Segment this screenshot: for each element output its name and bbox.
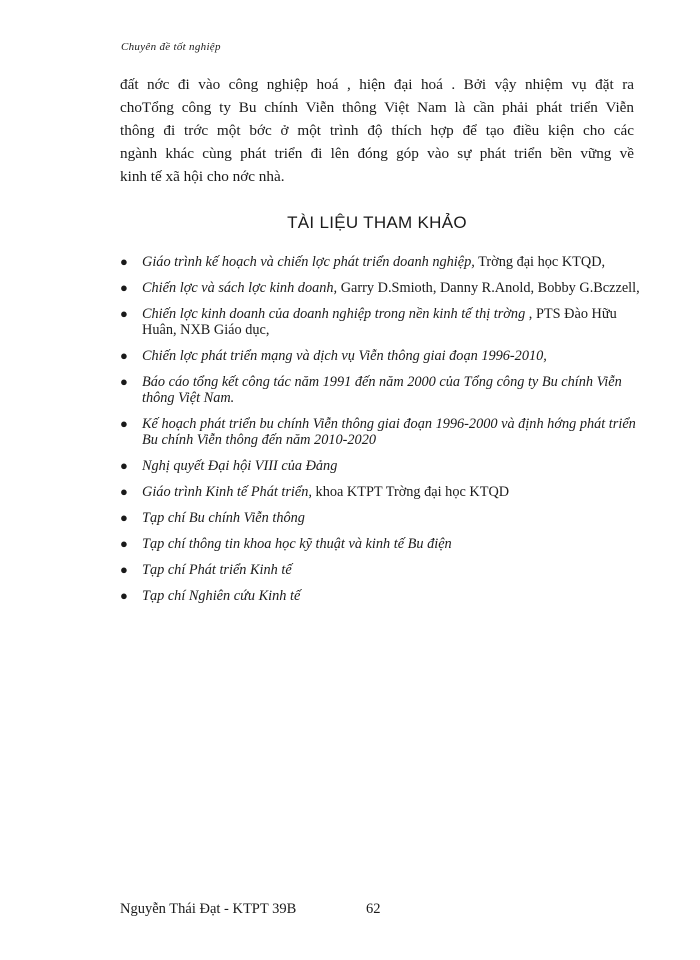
reference-title: Báo cáo tổng kết công tác năm 1991 đến năm 2000 của Tổng công ty Bu chính Viễn thông Việt Nam.: [142, 374, 622, 406]
bullet-icon: ●: [120, 306, 128, 321]
reference-item: [120, 254, 640, 270]
references-heading: TÀI LIỆU THAM KHẢO: [287, 213, 467, 232]
reference-title: Chiến lợc và sách lợc kinh doanh,: [142, 280, 338, 296]
reference-item: [120, 562, 640, 578]
reference-item: [120, 416, 640, 448]
bullet-icon: ●: [120, 374, 128, 389]
reference-item: [120, 510, 640, 526]
reference-item: [120, 280, 640, 296]
reference-item: [120, 536, 640, 552]
bullet-icon: ●: [120, 536, 128, 551]
reference-item: [120, 588, 640, 604]
reference-title: Nghị quyết Đại hội VIII của Đảng: [142, 458, 338, 474]
reference-details: , PTS Đào Hữu Huân, NXB Giáo dục,: [142, 306, 617, 338]
running-header: Chuyên đề tốt nghiệp: [121, 41, 221, 53]
reference-item: [120, 348, 640, 364]
references-list: [120, 254, 640, 604]
reference-item: [120, 484, 640, 500]
page-number: 62: [366, 901, 381, 917]
reference-title: Tạp chí thông tin khoa học kỹ thuật và kinh tế Bu điện: [142, 536, 452, 552]
bullet-icon: ●: [120, 348, 128, 363]
reference-title: Tạp chí Nghiên cứu Kinh tế: [142, 588, 301, 604]
reference-title: Giáo trình kế hoạch và chiến lợc phát triển doanh nghiệp,: [142, 254, 475, 270]
body-line: kinh tế xã hội cho nớc nhà.: [120, 168, 285, 185]
reference-item: [120, 458, 640, 474]
reference-details: Trờng đại học KTQD,: [474, 254, 606, 270]
reference-title: Chiến lợc phát triển mạng và dịch vụ Viễn thông giai đoạn 1996-2010,: [142, 348, 547, 364]
reference-title: Giáo trình Kinh tế Phát triển,: [142, 484, 312, 500]
body-paragraph: [120, 73, 634, 188]
reference-title: Tạp chí Phát triển Kinh tế: [142, 562, 292, 578]
body-line: choTổng công ty Bu chính Viễn thông Việt Nam là cần phải phát triển Viễn: [120, 99, 634, 116]
bullet-icon: ●: [120, 254, 128, 269]
bullet-icon: ●: [120, 484, 128, 499]
footer-author: Nguyễn Thái Đạt - KTPT 39B: [120, 901, 297, 917]
reference-details: Garry D.Smioth, Danny R.Anold, Bobby G.Bczzell,: [337, 280, 640, 296]
body-line: thông đi trớc một bớc ở một trình độ thích hợp để tạo điều kiện cho các: [120, 122, 634, 139]
reference-title: Kế hoạch phát triển bu chính Viễn thông giai đoạn 1996-2000 và định hớng phát triển Bu chính Viễn thông đến năm 2010-2020: [142, 416, 636, 448]
bullet-icon: ●: [120, 416, 128, 431]
bullet-icon: ●: [120, 562, 128, 577]
bullet-icon: ●: [120, 458, 128, 473]
reference-title: Chiến lợc kinh doanh của doanh nghiệp trong nền kinh tế thị trờng: [142, 306, 526, 322]
reference-item: [120, 374, 640, 406]
bullet-icon: ●: [120, 510, 128, 525]
body-line: ngành khác cùng phát triển đi lên đóng góp vào sự phát triển bền vững về: [120, 145, 634, 162]
reference-title: Tạp chí Bu chính Viễn thông: [142, 510, 305, 526]
reference-details: khoa KTPT Trờng đại học KTQD: [311, 484, 510, 500]
body-line: đất nớc đi vào công nghiệp hoá , hiện đại hoá . Bởi vậy nhiệm vụ đặt ra: [120, 76, 634, 93]
bullet-icon: ●: [120, 588, 128, 603]
bullet-icon: ●: [120, 280, 128, 295]
reference-item: [120, 306, 640, 338]
